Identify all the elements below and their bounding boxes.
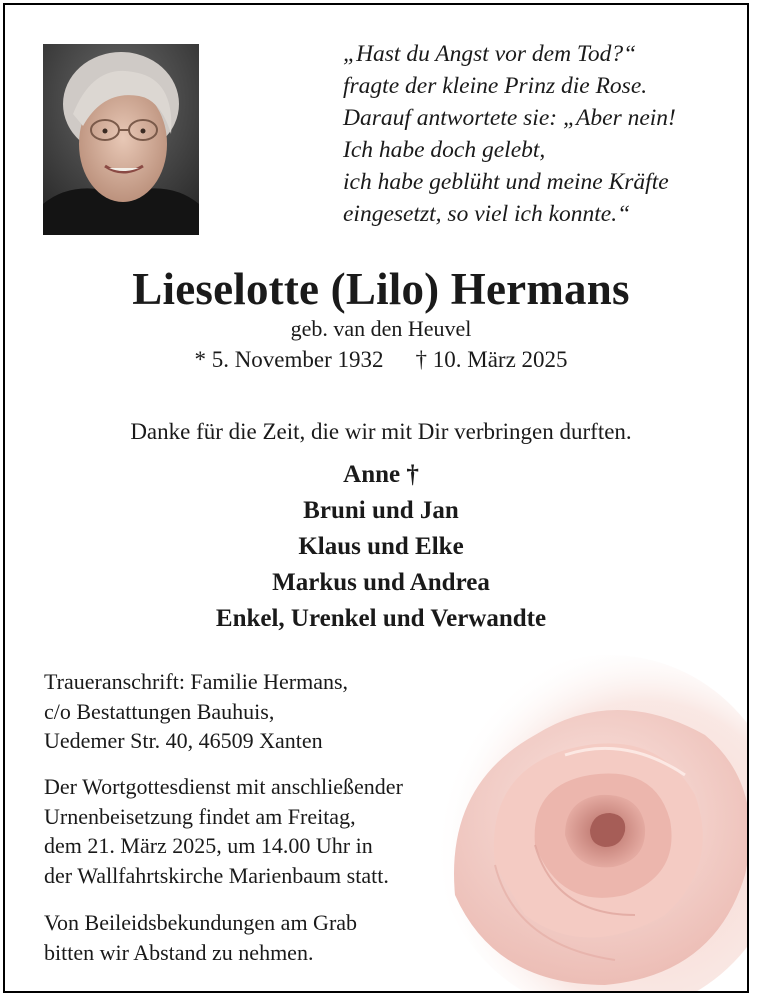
service-line: Der Wortgottesdienst mit anschließender bbox=[44, 774, 403, 799]
service-line: der Wallfahrtskirche Marienbaum statt. bbox=[44, 862, 389, 888]
mourners-list bbox=[5, 457, 749, 637]
service-notice bbox=[44, 772, 504, 890]
obituary-card bbox=[3, 3, 749, 993]
mourner-line: Anne † bbox=[343, 461, 419, 488]
deceased-name: Lieselotte (Lilo) Hermans bbox=[132, 264, 630, 314]
address-line: c/o Bestattungen Bauhuis, bbox=[44, 698, 275, 724]
condolence-notice bbox=[44, 908, 504, 967]
condolence-line: bitten wir Abstand zu nehmen. bbox=[44, 939, 314, 965]
address-line: Uedemer Str. 40, 46509 Xanten bbox=[44, 728, 323, 753]
mourner-line: Enkel, Urenkel und Verwandte bbox=[215, 605, 547, 632]
condolence-line: Von Beileidsbekundungen am Grab bbox=[44, 910, 358, 935]
death-date: † 10. März 2025 bbox=[415, 347, 568, 372]
quote-line: Ich habe doch gelebt, bbox=[343, 137, 546, 163]
mourner-line: Markus und Andrea bbox=[272, 569, 490, 596]
quote-line: eingesetzt, so viel ich konnte.“ bbox=[343, 201, 631, 227]
quote-line: fragte der kleine Prinz die Rose. bbox=[343, 73, 648, 99]
address-line: Traueranschrift: Familie Hermans, bbox=[44, 669, 349, 694]
service-line: Urnenbeisetzung findet am Freitag, bbox=[44, 803, 356, 829]
life-dates bbox=[5, 347, 749, 373]
thanks-text: Danke für die Zeit, die wir mit Dir verbringen durften. bbox=[130, 419, 632, 444]
mourner-line: Klaus und Elke bbox=[298, 533, 464, 560]
portrait-image bbox=[43, 44, 199, 235]
quote-line: „Hast du Angst vor dem Tod?“ bbox=[343, 41, 637, 67]
mourning-address bbox=[44, 667, 504, 756]
portrait-photo bbox=[43, 44, 199, 235]
mourner-line: Bruni und Jan bbox=[303, 497, 459, 524]
maiden-name: geb. van den Heuvel bbox=[290, 316, 472, 341]
birth-date: * 5. November 1932 bbox=[194, 347, 384, 372]
service-line: dem 21. März 2025, um 14.00 Uhr in bbox=[44, 833, 373, 858]
quote-line: Darauf antwortete sie: „Aber nein! bbox=[343, 105, 676, 131]
quote bbox=[343, 38, 743, 230]
quote-line: ich habe geblüht und meine Kräfte bbox=[343, 169, 669, 195]
